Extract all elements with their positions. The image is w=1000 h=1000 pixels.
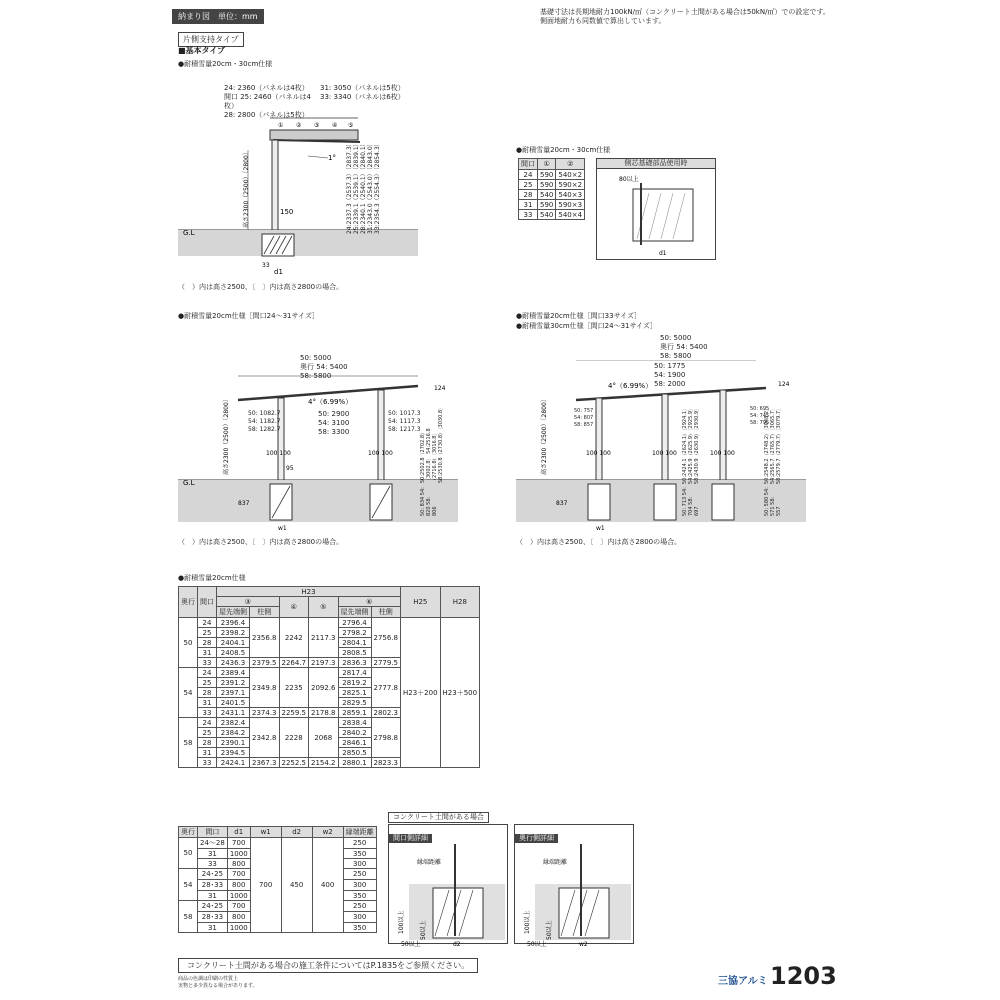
detail-drawing <box>597 169 715 257</box>
angle-label: 1° <box>328 154 336 162</box>
circle-2: ② <box>296 122 302 129</box>
width-cell: 31 <box>198 648 217 658</box>
gl-label: G.L <box>183 479 195 487</box>
foundation-detail <box>596 158 716 260</box>
table-row: 58 24 2382.4 2342.8 2228 2068 2838.4 2798.8 <box>179 718 480 728</box>
size-24: 24: 2360（パネルは4枚） <box>224 84 309 92</box>
col-header: 縁端距離 <box>343 827 376 838</box>
table-row: 25 590 590×2 <box>519 180 585 190</box>
width-cell: 28 <box>198 738 217 748</box>
col-depth: 奥行 <box>179 587 198 618</box>
sec3-title: ●耐積雪量20cm仕様［間口24～31サイズ］ <box>178 312 319 320</box>
size-25: 開口 25: 2460（パネルは4枚） <box>224 93 311 110</box>
dim-100-left: 100 100 <box>586 450 611 457</box>
header-note <box>540 8 960 26</box>
detail-title: 側芯基礎部品使用時 <box>597 159 715 169</box>
sec3-note: （ ）内は高さ2500、〔 〕内は高さ2800の場合。 <box>178 538 344 546</box>
depth-cell: 50 <box>179 618 198 668</box>
angle-label: 4°（6.99%） <box>308 398 353 406</box>
table-row: 33 2431.1 2374.3 2259.5 2178.8 2859.1 2802.3 <box>179 708 480 718</box>
table-row: 28 540 540×3 <box>519 190 585 200</box>
col-header: 間口 <box>519 159 538 170</box>
table-row: 25 2384.2 2840.2 <box>179 728 480 738</box>
c2-vertical: 50:2548.2（2748.2）〔3048.2〕 54:2565.7（2765.7）〔3065.7〕 58:2579.7（2779.7）〔3079.7〕 <box>764 405 782 484</box>
dim-100-right: 100 100 <box>710 450 735 457</box>
dim-d2: d2 <box>453 941 461 948</box>
angle-label: 4°（6.99%） <box>608 382 653 390</box>
depth-58: 58: 5800 <box>300 372 332 380</box>
col-header: d1 <box>227 827 250 838</box>
col-h25: H25 <box>401 587 441 618</box>
table-row: 31 590 590×3 <box>519 200 585 210</box>
depth-cell: 58 <box>179 718 198 768</box>
table-row: 28･33 800 300 <box>179 912 377 923</box>
size-33: 33: 3340（パネルは6枚） <box>320 93 405 101</box>
width-cell: 33 <box>198 658 217 668</box>
col-h23: H23 <box>217 587 401 597</box>
page-number: 1203 <box>770 962 837 990</box>
table-row: 31 1000 350 <box>179 891 377 901</box>
table-row: 31 2401.5 2829.5 <box>179 698 480 708</box>
brand-logo: 三協アルミ <box>718 976 768 987</box>
dim-33: 33 <box>262 262 270 269</box>
depth-50: 50: 5000 <box>300 354 332 362</box>
table-row: 31 2408.5 2808.5 <box>179 648 480 658</box>
dim-150: 150 <box>280 208 294 216</box>
width-detail-drawing <box>389 844 507 948</box>
table-row: 54 24･25 700 250 <box>179 869 377 880</box>
width-cell: 28 <box>198 638 217 648</box>
dim-95: 95 <box>286 465 294 472</box>
circle-5: ⑤ <box>348 122 354 129</box>
gl-label: G.L <box>183 229 195 237</box>
dim-100-left: 100 100 <box>266 450 291 457</box>
height-label: 高さ2300（2500）〔2800〕 <box>243 149 250 228</box>
size-28: 28: 2800（パネルは5枚） <box>224 111 309 119</box>
depth-detail-drawing <box>515 844 633 948</box>
width-cell: 24 <box>198 668 217 678</box>
width-cell: 31 <box>198 748 217 758</box>
edge-label: 縁端距離 <box>417 859 442 866</box>
table-row: 31 1000 350 <box>179 923 377 933</box>
depth-labels-b: 50: 5000 奥行 54: 5400 58: 5800 <box>660 334 708 360</box>
dim-w2: w2 <box>579 941 588 948</box>
width-cell: 25 <box>198 728 217 738</box>
width-detail-panel <box>388 824 508 948</box>
b1-vertical: 50: 713 54: 704 58: 697 <box>682 487 700 516</box>
width-cell: 25 <box>198 628 217 638</box>
concrete-title: コンクリート土間がある場合 <box>388 812 489 823</box>
table-row: 28 2404.1 2804.1 <box>179 638 480 648</box>
h28-value: H23＋500 <box>440 618 480 768</box>
table-row: 50 24 2396.4 2356.8 2242 2117.3 2796.4 2756.8 H23＋200 H23＋500 <box>179 618 480 628</box>
col-header: ② <box>556 159 585 170</box>
table-row: 33 2424.1 2367.3 2252.5 2154.2 2880.1 2823.3 <box>179 758 480 768</box>
dim-80: 80以上 <box>619 176 639 183</box>
bottom-vertical-dims: 50: 834 54: 820 58: 806 <box>420 487 438 516</box>
col-header: 間口 <box>198 827 228 838</box>
height-label: 高さ2300（2500）〔2800〕 <box>541 396 548 475</box>
col-header: 奥行 <box>179 827 198 838</box>
right-dims: 50: 1017.3 54: 1117.3 58: 1217.3 <box>388 410 421 433</box>
dim-50: 50以上 <box>546 920 553 940</box>
footer-note: コンクリート土間がある場合の施工条件についてはP.1835をご参照ください。 <box>178 958 478 973</box>
width-cell: 28 <box>198 688 217 698</box>
mid-dims-b: 50: 1775 54: 1900 58: 2000 <box>654 362 686 388</box>
table-row: 28･33 800 300 <box>179 880 377 891</box>
mid-dims: 50: 2900 54: 3100 58: 3300 <box>318 410 350 436</box>
dim-50b: 50以上 <box>401 941 421 948</box>
dim-100-mid: 100 100 <box>652 450 677 457</box>
width-cell: 24 <box>198 718 217 728</box>
depth-cell: 54 <box>179 668 198 718</box>
dim-50b: 50以上 <box>527 941 547 948</box>
table-row: 24 590 540×2 <box>519 170 585 180</box>
sec4-title-2: ●耐積雪量30cm仕様［間口24～31サイズ］ <box>516 322 657 330</box>
sec2-title: ●耐積雪量20cm・30cm仕様 <box>516 146 611 154</box>
dim-d1: d1 <box>659 250 667 257</box>
width-cell: 33 <box>198 708 217 718</box>
width-cell: 33 <box>198 758 217 768</box>
width-cell: 24 <box>198 618 217 628</box>
dim-100-right: 100 100 <box>368 450 393 457</box>
note-line-2: 側面地耐力も同数値で算出しています。 <box>540 17 666 25</box>
col-h28: H28 <box>440 587 480 618</box>
panel-title: 奥行側詳細 <box>515 834 558 843</box>
dim-124: 124 <box>434 385 446 392</box>
dim-100: 100以上 <box>398 910 405 934</box>
table-row: 33 800 300 <box>179 859 377 869</box>
note-line-1: 基礎寸法は長期地耐力100kN/㎡（コンクリート土間がある場合は50kN/㎡）での設定です。 <box>540 8 830 16</box>
width-cell: 31 <box>198 698 217 708</box>
left-dims-b: 50: 757 54: 807 58: 857 <box>574 408 594 428</box>
height-table: 奥行 間口 H23 H25 H28 ③ ④ ⑤ ⑥ 屋先端側 柱側 屋先端側 柱側 50 24 2396.4 2356.8 2242 2117.3 2796.4 2756.8 H23＋200 H23＋500 25 2398.2 2798.2 28 2404.1 2804.1 31 2408.5 2808.5 33 2436.3 2379.5 2264.7 2197.3 2836.3 2779.5 54 24 2389.4 2349.8 2235 2092.6 2817.4 2777.8 25 2391.2 2819.2 28 2397.1 2825.1 31 2401.5 2829.5 33 2431.1 2374.3 2259.5 2178.8 2859.1 2802.3 58 24 2382.4 2342.8 2228 2068 2838.4 2798.8 25 2384.2 2840.2 28 2390.1 2846.1 31 2394.5 2850.5 33 2424.1 2367.3 2252.5 2154.2 2880.1 2823.3 <box>178 586 480 768</box>
vertical-dims: 24:2337.3（2537.3）〔2837.3〕 25:2339.1（2539.1）〔2839.1〕 28:2340.1（2540.1）〔2840.1〕 31:2343.0（2543.0）〔2843.0〕 33:2354.3（2554.3）〔2854.3〕 <box>346 140 381 234</box>
dim-124: 124 <box>778 381 790 388</box>
size-list-right <box>320 84 410 102</box>
table-row: 31 1000 350 <box>179 849 377 859</box>
footer-small: 商品の色調は印刷の性質上 実物と多少異なる場合があります。 <box>178 976 258 989</box>
b2-vertical: 50: 580 54: 571 58: 557 <box>764 487 782 516</box>
type-tag: 片側支持タイプ <box>178 32 244 47</box>
circle-1: ① <box>278 122 284 129</box>
dim-100: 100以上 <box>524 910 531 934</box>
c1-vertical: 50:2424.1（2624.1）〔2924.1〕 54:2425.9（2625.9）〔2925.9〕 58:2430.9（2630.9）〔2930.9〕 <box>682 405 700 484</box>
table-row: 58 24･25 700 250 <box>179 901 377 912</box>
table1-title: ●耐積雪量20cm仕様 <box>178 574 246 582</box>
dim-w1: w1 <box>596 525 605 530</box>
right-dims-b: 50: 695 54: 745 58: 795 <box>750 406 770 426</box>
right-vertical-dims: 50:2502.8（2702.8）〔3002.8〕 54:2516.8（2716.8）〔3016.8〕 58:2530.8（2730.8）〔3030.8〕 <box>420 405 444 483</box>
table-row: 33 2436.3 2379.5 2264.7 2197.3 2836.3 2779.5 <box>179 658 480 668</box>
size-31: 31: 3050（パネルは5枚） <box>320 84 405 92</box>
sec4-title-1: ●耐積雪量20cm仕様［間口33サイズ］ <box>516 312 642 320</box>
depth-54: 奥行 54: 5400 <box>300 363 348 371</box>
unit-tag: 納まり図 単位：mm <box>172 9 264 24</box>
panel-title: 間口側詳細 <box>389 834 432 843</box>
table-row: 28 2397.1 2825.1 <box>179 688 480 698</box>
table-row: 54 24 2389.4 2349.8 2235 2092.6 2817.4 2777.8 <box>179 668 480 678</box>
sec4-note: （ ）内は高さ2500、〔 〕内は高さ2800の場合。 <box>516 538 682 546</box>
sec1-sub: ●耐積雪量20cm・30cm仕様 <box>178 60 273 68</box>
dim-837: 837 <box>238 500 250 507</box>
col-header: ① <box>538 159 556 170</box>
col-header: w1 <box>250 827 281 838</box>
h25-value: H23＋200 <box>401 618 441 768</box>
table-row: 33 540 540×4 <box>519 210 585 220</box>
sec1-note: （ ）内は高さ2500、〔 〕内は高さ2800の場合。 <box>178 283 344 291</box>
foundation-table <box>178 826 377 933</box>
width-cell: 25 <box>198 678 217 688</box>
dim-w1: w1 <box>278 525 287 530</box>
depth-detail-panel <box>514 824 634 948</box>
panel-table <box>518 158 585 220</box>
circle-3: ③ <box>314 122 320 129</box>
dim-50: 50以上 <box>420 920 427 940</box>
table-row: 50 24～28 700 700 450 400 250 <box>179 838 377 849</box>
table-row: 31 2394.5 2850.5 <box>179 748 480 758</box>
edge-label: 縁端距離 <box>543 859 568 866</box>
table-row: 25 2391.2 2819.2 <box>179 678 480 688</box>
circle-4: ④ <box>332 122 338 129</box>
col-width: 間口 <box>198 587 217 618</box>
dim-d1: d1 <box>274 268 283 276</box>
height-label: 高さ2300（2500）〔2800〕 <box>223 396 230 475</box>
col-header: w2 <box>312 827 343 838</box>
col-header: d2 <box>281 827 312 838</box>
dim-837: 837 <box>556 500 568 507</box>
basic-title: ■基本タイプ <box>178 46 226 55</box>
table-row: 25 2398.2 2798.2 <box>179 628 480 638</box>
table-row: 28 2390.1 2846.1 <box>179 738 480 748</box>
left-dims: 50: 1082.7 54: 1182.7 58: 1282.7 <box>248 410 281 433</box>
